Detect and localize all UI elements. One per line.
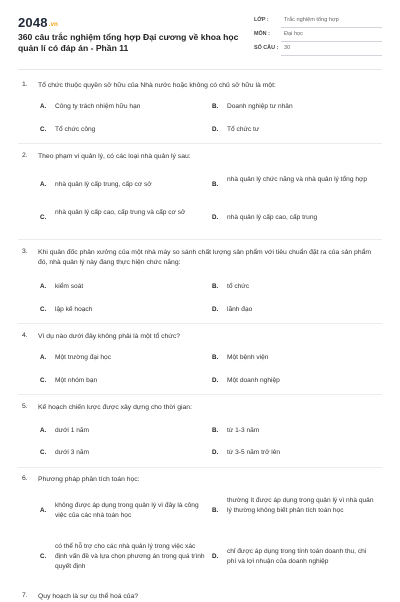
option-text: dưới 1 năm — [55, 427, 90, 434]
question-separator — [18, 143, 382, 144]
option-text: lãnh đạo — [227, 306, 253, 313]
option-letter: A. — [40, 103, 47, 110]
option-letter: B. — [212, 283, 219, 290]
option-letter: B. — [212, 427, 219, 434]
option-text: từ 1-3 năm — [227, 427, 260, 434]
option-letter: D. — [212, 449, 219, 456]
question-separator — [18, 323, 382, 324]
option-text: nhà quản lý cấp cao, cấp trung — [227, 214, 318, 221]
question-number: 6. — [22, 475, 28, 482]
question-number: 3. — [22, 248, 28, 255]
option-letter: C. — [40, 553, 47, 560]
question-number: 4. — [22, 332, 28, 339]
question-text: Phương pháp phân tích toán học: — [38, 476, 140, 483]
option-text: Một bệnh viện — [227, 354, 269, 361]
meta-count-value: 30 — [281, 43, 382, 56]
option-text: thường ít được áp dụng trong quản lý vì nhà quản lý thường không biết phân tích toán học — [227, 497, 374, 514]
option-text: không được áp dụng trong quản lý vì đây là công việc của các nhà toán học — [55, 502, 199, 519]
question-number: 2. — [22, 152, 28, 159]
option-letter: A. — [40, 507, 47, 514]
option-text: nhà quản lý chức năng và nhà quản lý tổng hợp — [227, 176, 367, 183]
meta-class-key: LỚP : — [254, 17, 269, 23]
question-text: Theo phạm vi quản lý, có các loại nhà quản lý sau: — [38, 153, 191, 160]
option-text: tổ chức — [227, 283, 250, 290]
meta-class-value: Trắc nghiệm tổng hợp — [281, 15, 382, 28]
option-text: Tổ chức tư — [227, 126, 260, 133]
option-letter: D. — [212, 553, 219, 560]
option-text: Một nhóm bạn — [55, 377, 98, 384]
question-separator — [18, 467, 382, 468]
option-text: nhà quản lý cấp trung, cấp cơ sở — [55, 181, 152, 188]
option-letter: C. — [40, 214, 47, 221]
header-divider — [18, 69, 382, 70]
site-logo[interactable] — [18, 15, 58, 30]
option-text: dưới 3 năm — [55, 449, 90, 456]
meta-subject-key: MÔN : — [254, 31, 270, 37]
meta-subject-value: Đại học — [281, 29, 382, 42]
meta-class — [254, 15, 382, 29]
question-separator — [18, 394, 382, 395]
option-letter: A. — [40, 354, 47, 361]
option-letter: C. — [40, 306, 47, 313]
option-letter: D. — [212, 377, 219, 384]
option-letter: B. — [212, 354, 219, 361]
option-text: Doanh nghiệp tư nhân — [227, 103, 293, 110]
option-letter: D. — [212, 126, 219, 133]
option-letter: A. — [40, 283, 47, 290]
document-title: 360 câu trắc nghiệm tổng hợp Đại cương về khoa học quản lí có đáp án - Phần 11 — [18, 32, 239, 53]
option-text: Một doanh nghiệp — [227, 377, 280, 384]
question-separator — [18, 239, 382, 240]
option-text: lập kế hoạch — [55, 306, 93, 313]
question-text: Kế hoạch chiến lược được xây dựng cho thời gian: — [38, 404, 192, 411]
logo-suffix: .vn — [48, 22, 59, 28]
question-number: 5. — [22, 403, 28, 410]
option-text: kiểm soát — [55, 283, 84, 290]
option-letter: B. — [212, 181, 219, 188]
option-text: Một trường đại học — [55, 354, 112, 361]
option-letter: D. — [212, 214, 219, 221]
option-letter: C. — [40, 449, 47, 456]
meta-subject — [254, 29, 382, 43]
meta-question-count — [254, 43, 382, 57]
option-letter: B. — [212, 103, 219, 110]
option-letter: A. — [40, 427, 47, 434]
document-header — [0, 0, 400, 66]
question-number: 7. — [22, 592, 28, 599]
question-text: Khi quản đốc phân xưởng của một nhà máy so sánh chất lượng sản phẩm với tiêu chuẩn đặt ra của sản phẩm đó, nhà quản lý này đang thực hiện chức năng: — [38, 249, 372, 266]
option-text: Công ty trách nhiệm hữu hạn — [55, 103, 141, 110]
option-text: chỉ được áp dụng trong tính toán doanh thu, chi phí và lợi nhuận của doanh nghiệp — [227, 548, 367, 565]
question-text: Tổ chức thuộc quyền sở hữu của Nhà nước hoặc không có chủ sở hữu là một: — [38, 82, 276, 89]
option-letter: D. — [212, 306, 219, 313]
question-text: Ví dụ nào dưới đây không phải là một tổ chức? — [38, 333, 181, 340]
option-letter: B. — [212, 507, 219, 514]
logo-text: 2048 — [18, 15, 48, 30]
option-letter: C. — [40, 126, 47, 133]
option-letter: C. — [40, 377, 47, 384]
option-text: có thể hỗ trợ cho các nhà quản lý trong việc xác định vấn đề và lựa chọn phương án trong quá trình quyết định — [55, 543, 205, 570]
question-number: 1. — [22, 81, 28, 88]
option-letter: A. — [40, 181, 47, 188]
meta-count-key: SỐ CÂU : — [254, 45, 279, 51]
option-text: nhà quản lý cấp cao, cấp trung và cấp cơ sở — [55, 209, 186, 216]
question-text: Quy hoạch là sự cụ thể hoá của? — [38, 593, 139, 600]
option-text: Tổ chức công — [55, 126, 96, 133]
option-text: từ 3-5 năm trở lên — [227, 449, 281, 456]
